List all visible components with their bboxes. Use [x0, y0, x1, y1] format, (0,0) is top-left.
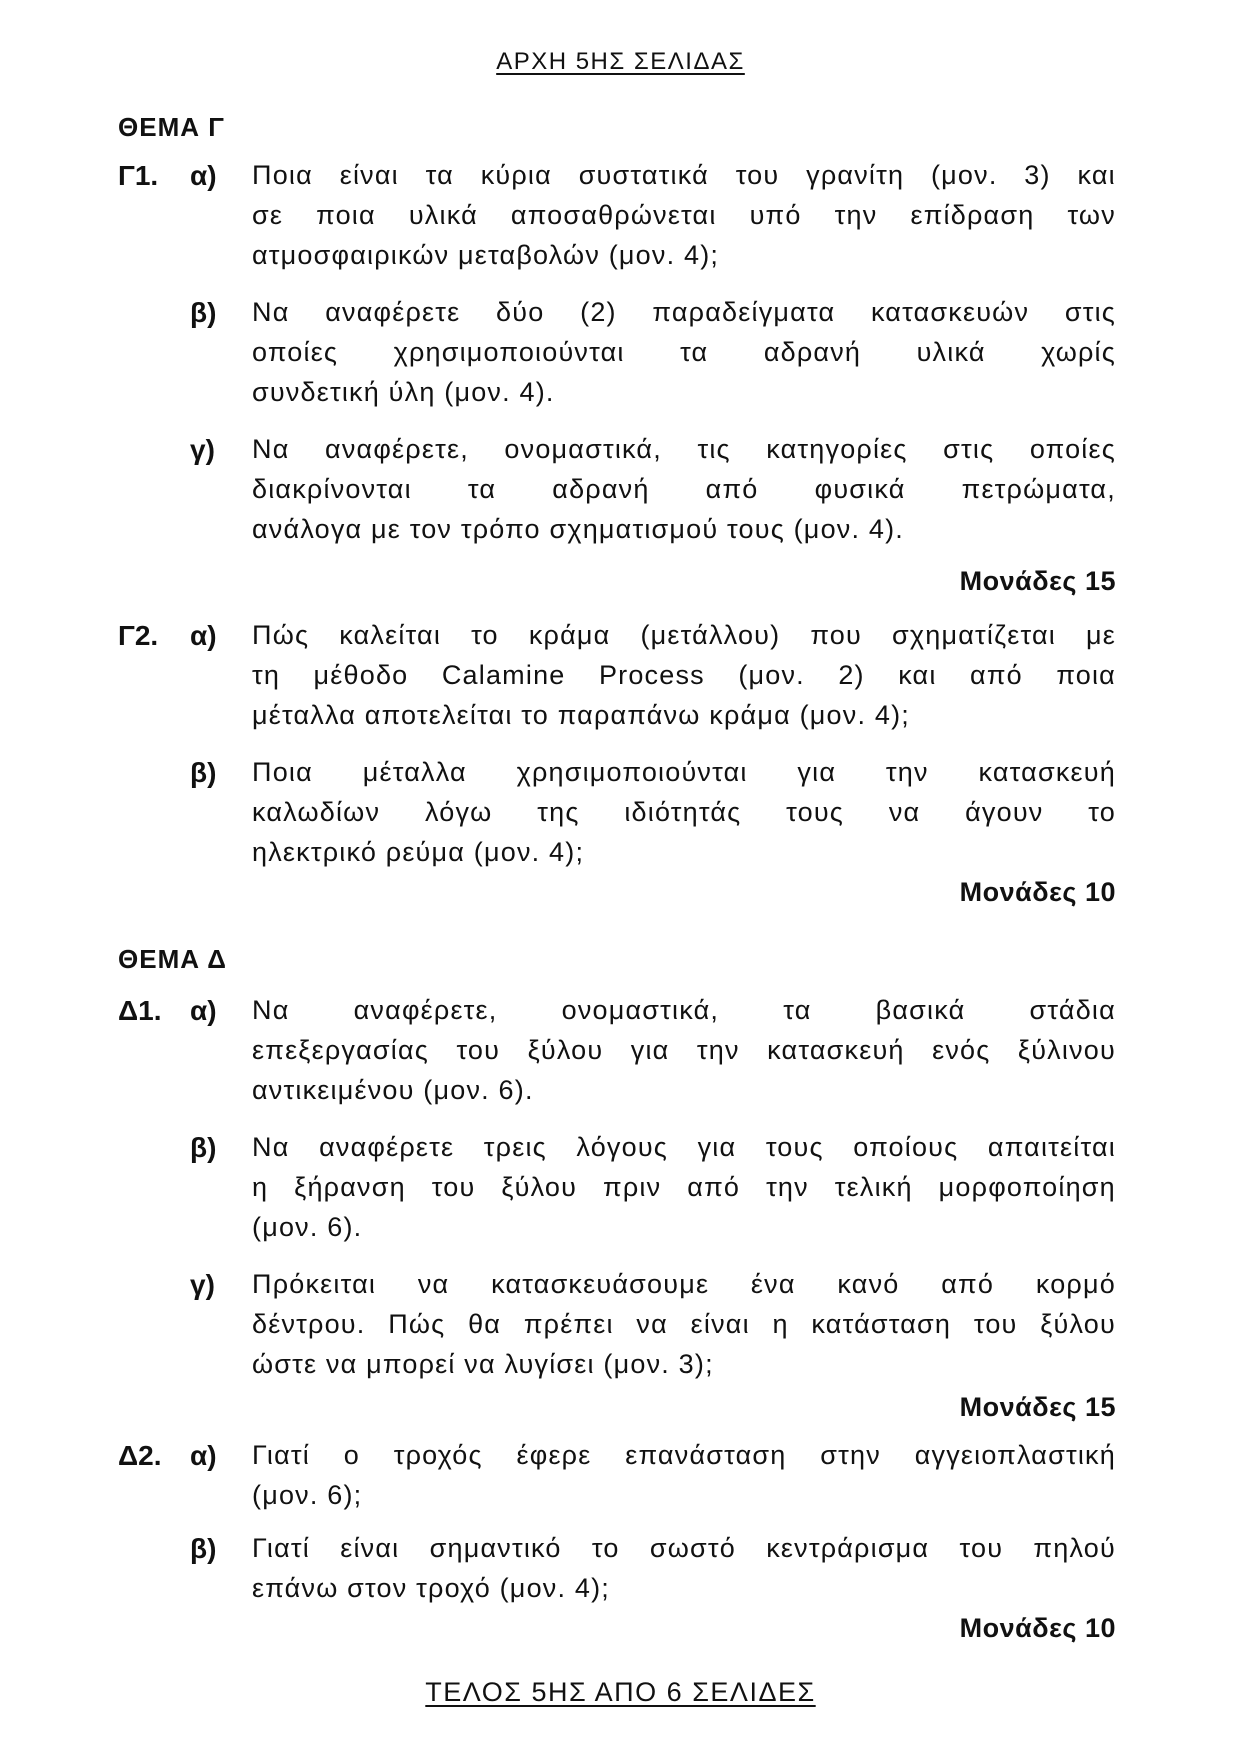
text-line [252, 620, 1116, 651]
text-line: ανάλογα με τον τρόπο σχηματισμού τους (μον. 4). [252, 514, 904, 544]
word: φυσικά [814, 474, 906, 504]
word: κατασκευών [870, 297, 1030, 327]
page-footer-text: ΤΕΛΟΣ 5ΗΣ ΑΠΟ 6 ΣΕΛΙΔΕΣ [425, 1677, 816, 1707]
word: απαιτείται [987, 1132, 1116, 1162]
word: αναφέρετε, [353, 995, 498, 1025]
word: αποσαθρώνεται [510, 200, 717, 230]
word: που [810, 620, 862, 650]
text-line [252, 1269, 1116, 1300]
word: θα [468, 1309, 502, 1339]
text-line [252, 474, 1116, 505]
word: (μετάλλου) [640, 620, 781, 650]
word: τρεις [483, 1132, 547, 1162]
part-label: β) [190, 1132, 217, 1163]
word: επεξεργασίας [252, 1035, 429, 1065]
word: σε [252, 200, 284, 230]
word: αγγειοπλαστική [914, 1440, 1116, 1470]
word: χωρίς [1041, 337, 1116, 367]
part-label: β) [190, 297, 217, 328]
part-label: γ) [190, 1269, 215, 1300]
word: η [252, 1172, 269, 1202]
word: να [417, 1269, 450, 1299]
text-line: ηλεκτρικό ρεύμα (μον. 4); [252, 837, 585, 867]
text-line: μέταλλα αποτελείται το παραπάνω κράμα (μον. 4); [252, 700, 910, 730]
question-number-d2: Δ2. [118, 1440, 162, 1471]
word: βασικά [875, 995, 966, 1025]
word: Να [252, 1132, 290, 1162]
word: επίδραση [910, 200, 1035, 230]
word: (μον. [930, 160, 998, 190]
text-line [252, 1440, 1116, 1471]
word: Να [252, 995, 290, 1025]
word: του [456, 1035, 501, 1065]
word: και [1077, 160, 1116, 190]
question-number-g1: Γ1. [118, 160, 159, 191]
word: 3) [1024, 160, 1051, 190]
text-line: ατμοσφαιρικών μεταβολών (μον. 4); [252, 240, 720, 270]
word: τα [467, 474, 497, 504]
marks-d2: Μονάδες 10 [959, 1613, 1116, 1643]
word: κατηγορίες [766, 434, 908, 464]
text-line [252, 1533, 1116, 1564]
word: την [766, 1172, 809, 1202]
marks-g2: Μονάδες 10 [959, 877, 1116, 907]
theme-title-g: ΘΕΜΑ Γ [118, 112, 225, 142]
word: 2) [838, 660, 865, 690]
word: τα [425, 160, 454, 190]
word: είναι [340, 1533, 400, 1563]
word: υπό [749, 200, 802, 230]
word: οποίους [853, 1132, 959, 1162]
text-line: ώστε να μπορεί να λυγίσει (μον. 3); [252, 1349, 714, 1379]
word: διακρίνονται [252, 474, 412, 504]
word: λόγους [576, 1132, 669, 1162]
text-line [252, 757, 1116, 788]
word: Πρόκειται [252, 1269, 377, 1299]
word: τη [252, 660, 281, 690]
word: την [696, 1035, 740, 1065]
word: αναφέρετε, [325, 434, 469, 464]
word: στις [1064, 297, 1116, 327]
text-line: (μον. 6); [252, 1480, 363, 1510]
marks-g1: Μονάδες 15 [959, 566, 1116, 596]
word: ξύλου [1040, 1309, 1116, 1339]
word: κράμα [528, 620, 611, 650]
word: κατασκευή [978, 757, 1116, 787]
question-number-g2: Γ2. [118, 620, 159, 651]
page-header-text: ΑΡΧΗ 5ΗΣ ΣΕΛΙΔΑΣ [496, 48, 745, 75]
part-label: α) [190, 620, 217, 651]
word: ενός [932, 1035, 991, 1065]
part-label: β) [190, 1533, 217, 1564]
word: γρανίτη [806, 160, 905, 190]
word: ένα [750, 1269, 796, 1299]
word: κεντράρισμα [766, 1533, 930, 1563]
word: σημαντικό [429, 1533, 562, 1563]
text-line [252, 434, 1116, 465]
page-footer [0, 1677, 1241, 1708]
word: των [1067, 200, 1116, 230]
text-line: (μον. 6). [252, 1212, 363, 1242]
word: από [705, 474, 759, 504]
word: πηλού [1033, 1533, 1116, 1563]
word: οποίες [1029, 434, 1116, 464]
word: σχηματίζεται [892, 620, 1056, 650]
word: τροχός [393, 1440, 483, 1470]
word: ιδιότητάς [624, 797, 742, 827]
word: είναι [690, 1309, 750, 1339]
word: σωστό [649, 1533, 736, 1563]
word: πρέπει [523, 1309, 614, 1339]
word: στάδια [1029, 995, 1116, 1025]
word: ξύλου [527, 1035, 604, 1065]
word: Γιατί [252, 1533, 310, 1563]
word: ξύλινου [1017, 1035, 1116, 1065]
word: οποίες [252, 337, 339, 367]
word: υλικά [916, 337, 986, 367]
part-label: α) [190, 995, 217, 1026]
word: την [834, 200, 878, 230]
word: την [885, 757, 929, 787]
word: ποια [316, 200, 376, 230]
word: ονομαστικά, [561, 995, 720, 1025]
text-line [252, 1132, 1116, 1163]
text-line [252, 160, 1116, 191]
word: ποια [1056, 660, 1116, 690]
word: κατασκευή [767, 1035, 905, 1065]
word: για [797, 757, 837, 787]
text-line [252, 1172, 1116, 1203]
word: να [888, 797, 921, 827]
word: δέντρου. [252, 1309, 366, 1339]
word: από [941, 1269, 995, 1299]
word: Calamine [441, 660, 566, 690]
word: τελική [834, 1172, 913, 1202]
word: Γιατί [252, 1440, 310, 1470]
part-label: α) [190, 1440, 217, 1471]
word: (2) [580, 297, 617, 327]
text-line: συνδετική ύλη (μον. 4). [252, 377, 555, 407]
word: τις [697, 434, 731, 464]
word: δύο [496, 297, 545, 327]
word: πετρώματα, [961, 474, 1116, 504]
word: της [537, 797, 580, 827]
word: κορμό [1035, 1269, 1116, 1299]
text-line [252, 660, 1116, 691]
word: κύρια [480, 160, 552, 190]
question-number-d1: Δ1. [118, 995, 162, 1026]
word: ξήρανση [294, 1172, 406, 1202]
word: αδρανή [552, 474, 650, 504]
word: το [1088, 797, 1116, 827]
word: η [772, 1309, 789, 1339]
word: ξύλου [501, 1172, 578, 1202]
word: τα [680, 337, 709, 367]
word: αναφέρετε [319, 1132, 455, 1162]
word: στην [820, 1440, 881, 1470]
word: υλικά [408, 200, 478, 230]
word: λόγω [424, 797, 493, 827]
word: Πώς [388, 1309, 446, 1339]
word: παραδείγματα [652, 297, 836, 327]
word: Ποια [252, 757, 313, 787]
word: να [636, 1309, 668, 1339]
word: ονομαστικά, [504, 434, 662, 464]
word: τους [765, 1132, 824, 1162]
word: μορφοποίηση [938, 1172, 1116, 1202]
word: Να [252, 297, 290, 327]
word: επανάσταση [625, 1440, 787, 1470]
word: κανό [837, 1269, 900, 1299]
word: αναφέρετε [325, 297, 461, 327]
text-line [252, 200, 1116, 231]
text-line [252, 1035, 1116, 1066]
word: του [973, 1309, 1018, 1339]
word: από [970, 660, 1023, 690]
word: καλείται [339, 620, 442, 650]
word: τα [783, 995, 812, 1025]
word: χρησιμοποιούνται [516, 757, 748, 787]
word: (μον. [738, 660, 805, 690]
part-label: α) [190, 160, 217, 191]
word: το [471, 620, 499, 650]
text-line [252, 297, 1116, 328]
word: ο [343, 1440, 360, 1470]
word: αδρανή [763, 337, 862, 367]
text-line [252, 1309, 1116, 1340]
word: τους [786, 797, 845, 827]
part-label: β) [190, 757, 217, 788]
word: με [1085, 620, 1116, 650]
word: κατάσταση [811, 1309, 952, 1339]
part-label: γ) [190, 434, 215, 465]
word: το [591, 1533, 620, 1563]
word: πριν [603, 1172, 662, 1202]
text-line: επάνω στον τροχό (μον. 4); [252, 1573, 610, 1603]
word: Να [252, 434, 290, 464]
word: είναι [339, 160, 399, 190]
word: μέθοδο [313, 660, 409, 690]
word: μέταλλα [362, 757, 467, 787]
word: έφερε [516, 1440, 592, 1470]
page-header [0, 48, 1241, 76]
word: για [697, 1132, 737, 1162]
word: στις [943, 434, 995, 464]
word: συστατικά [578, 160, 709, 190]
word: του [959, 1533, 1004, 1563]
text-line: αντικειμένου (μον. 6). [252, 1075, 534, 1105]
word: και [898, 660, 937, 690]
word: από [687, 1172, 741, 1202]
word: Πώς [252, 620, 310, 650]
text-line [252, 337, 1116, 368]
word: του [431, 1172, 476, 1202]
word: για [630, 1035, 670, 1065]
word: κατασκευάσουμε [491, 1269, 710, 1299]
theme-title-d: ΘΕΜΑ Δ [118, 944, 227, 974]
word: άγουν [965, 797, 1044, 827]
text-line [252, 995, 1116, 1026]
word: Process [598, 660, 705, 690]
text-line [252, 797, 1116, 828]
word: Ποια [252, 160, 313, 190]
word: χρησιμοποιούνται [393, 337, 625, 367]
marks-d1: Μονάδες 15 [959, 1392, 1116, 1422]
word: του [735, 160, 780, 190]
word: καλωδίων [252, 797, 381, 827]
